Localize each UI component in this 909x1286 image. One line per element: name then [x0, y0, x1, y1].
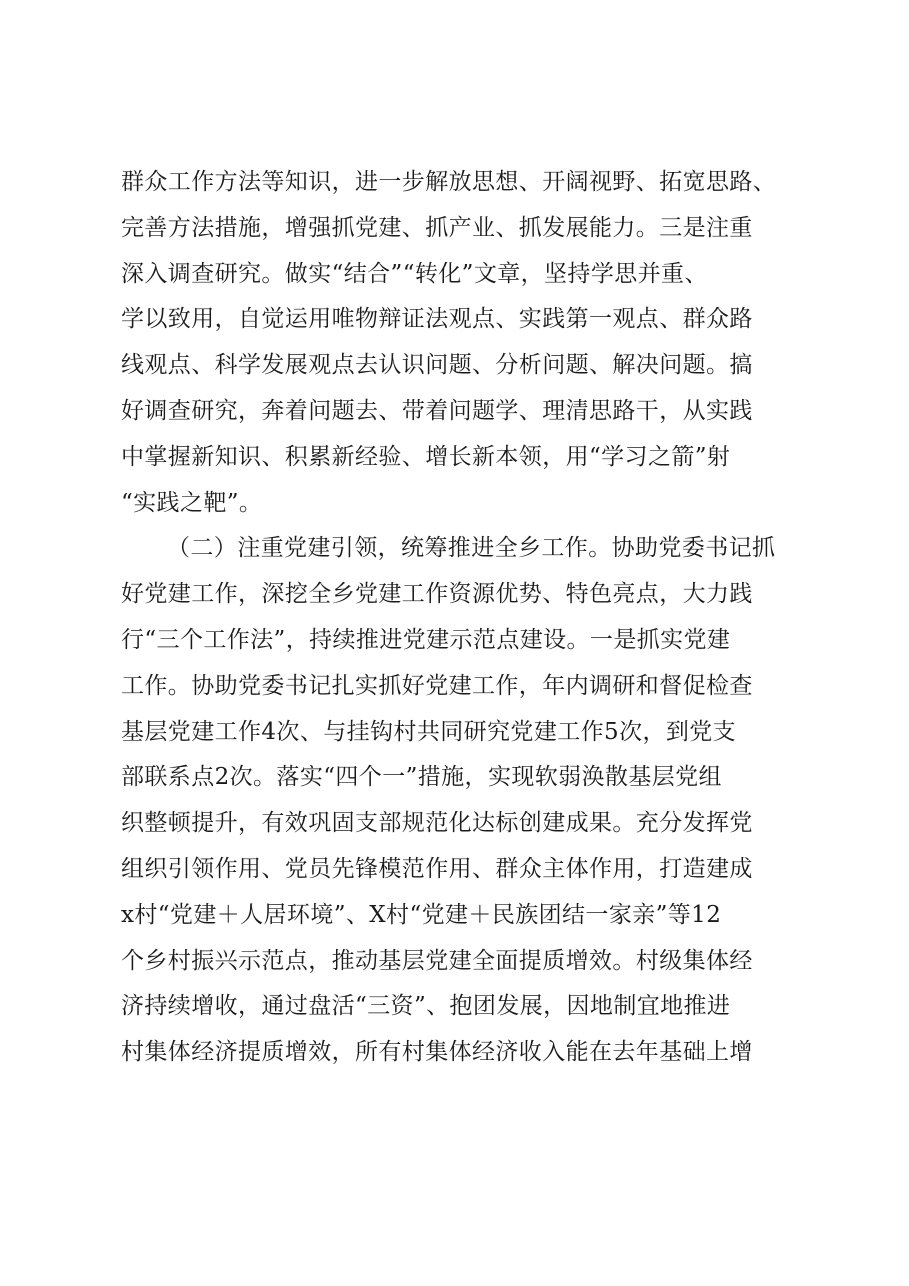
text-line: 好党建工作，深挖全乡党建工作资源优势、特色亮点，大力践 — [121, 581, 753, 608]
text-line: x村“党建＋人居环境”、X村“党建＋民族团结一家亲”等12 — [121, 901, 722, 928]
text-line: 织整顿提升，有效巩固支部规范化达标创建成果。充分发挥党 — [121, 810, 753, 837]
text-line: “实践之靶”。 — [121, 489, 263, 516]
text-line: 好调查研究，奔着问题去、带着问题学、理清思路干，从实践 — [121, 397, 753, 424]
text-line: 行“三个工作法”，持续推进党建示范点建设。一是抓实党建 — [121, 626, 731, 653]
text-line: 中掌握新知识、积累新经验、增长新本领，用“学习之箭”射 — [121, 443, 731, 470]
text-line: 部联系点2次。落实“四个一”措施，实现软弱涣散基层党组 — [121, 764, 722, 791]
text-line: 深入调查研究。做实“结合”“转化”文章，坚持学思并重、 — [121, 260, 708, 287]
text-line: 济持续增收，通过盘活“三资”、抱团发展，因地制宜地推进 — [121, 993, 731, 1020]
text-line: 群众工作方法等知识，进一步解放思想、开阔视野、拓宽思路、 — [121, 169, 777, 195]
document-body — [121, 160, 811, 1076]
text-line: 基层党建工作4次、与挂钩村共同研究党建工作5次，到党支 — [121, 718, 737, 745]
text-line: 个乡村振兴示范点，推动基层党建全面提质增效。村级集体经 — [121, 947, 753, 974]
text-line: 工作。协助党委书记扎实抓好党建工作，年内调研和督促检查 — [121, 672, 753, 699]
text-line: 组织引领作用、党员先锋模范作用、群众主体作用，打造建成 — [121, 855, 753, 882]
text-line: 完善方法措施，增强抓党建、抓产业、抓发展能力。三是注重 — [121, 214, 753, 241]
paragraph-start-line: （二）注重党建引领，统筹推进全乡工作。协助党委书记抓 — [167, 535, 776, 562]
text-line: 学以致用，自觉运用唯物辩证法观点、实践第一观点、群众路 — [121, 306, 753, 333]
text-line: 村集体经济提质增效，所有村集体经济收入能在去年基础上增 — [121, 1039, 753, 1066]
text-line: 线观点、科学发展观点去认识问题、分析问题、解决问题。搞 — [121, 352, 753, 379]
